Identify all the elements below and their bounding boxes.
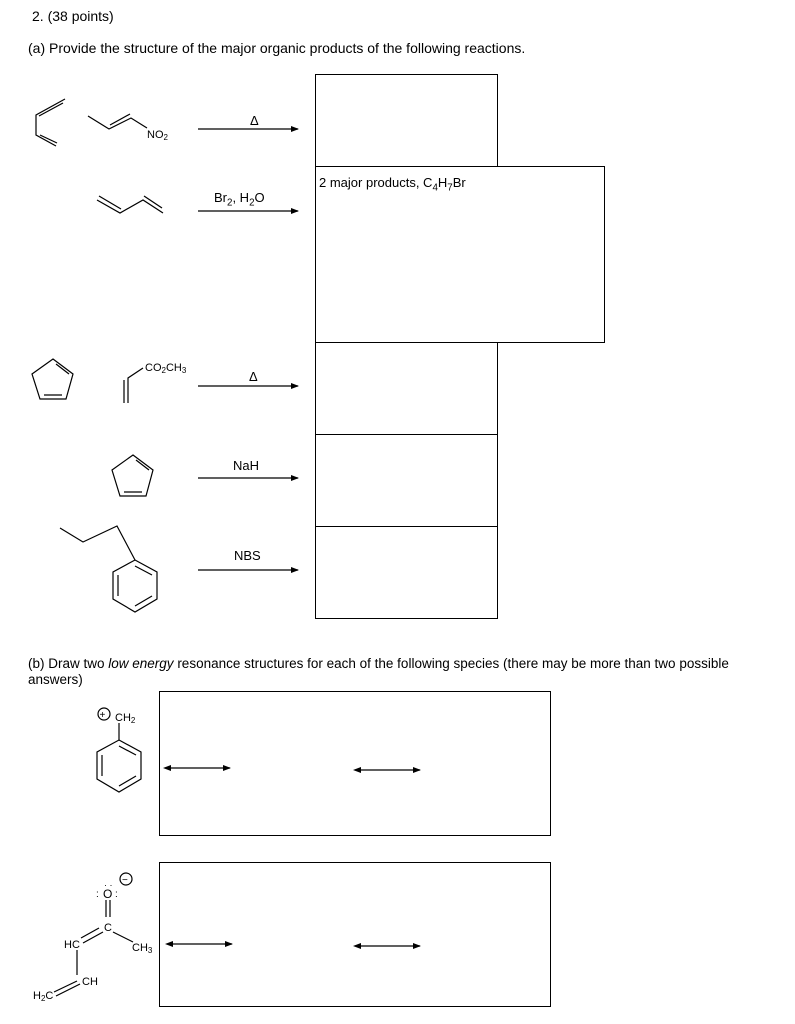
benzyl-cation-structure (97, 723, 141, 792)
propylbenzene-structure (60, 526, 157, 612)
reagent-heat-1: Δ (250, 113, 259, 128)
minus-sign: − (122, 875, 128, 886)
no2-label: NO2 (147, 129, 168, 142)
carbonyl-c-label: C (104, 922, 112, 934)
methyl-acrylate-structure (124, 368, 143, 403)
ch2-label: CH2 (115, 712, 136, 725)
reagent-br2-h2o: $Br_2$, $H_2O$ (214, 190, 265, 209)
part-b-prompt-line2: answers) (28, 672, 83, 687)
lone-pair-right: : (115, 889, 118, 900)
part-b-prompt: (b) Draw two low energy resonance structures for each of the following species (there may be more than two possible (28, 656, 729, 671)
reagent-heat-2: Δ (249, 369, 258, 384)
ch3-label: CH3 (132, 942, 153, 955)
nitroalkene-structure (88, 114, 147, 129)
oxygen-label: O (103, 887, 113, 901)
reagent-nbs: NBS (234, 548, 261, 563)
plus-sign: + (99, 710, 106, 721)
hc-label: HC (64, 939, 80, 951)
butadiene-trans-structure (97, 196, 163, 213)
answer-box-2-note: 2 major products, $C_4H_7Br$ (319, 175, 466, 194)
lone-pair-left: : (96, 889, 99, 900)
reagent-nah: NaH (233, 458, 260, 473)
ch-label: CH (82, 976, 98, 988)
butadiene-structure (36, 99, 65, 146)
question-number: 2. (38 points) (32, 8, 114, 24)
cyclopentadiene-structure-2 (112, 455, 153, 496)
lone-pair-top: · · (104, 880, 113, 890)
co2ch3-label: CO2CH3 (145, 362, 187, 375)
cyclopentadiene-structure-1 (32, 359, 73, 399)
h2c-label: H2C (33, 990, 54, 1003)
part-a-prompt: (a) Provide the structure of the major organic products of the following reactions. (28, 40, 526, 56)
